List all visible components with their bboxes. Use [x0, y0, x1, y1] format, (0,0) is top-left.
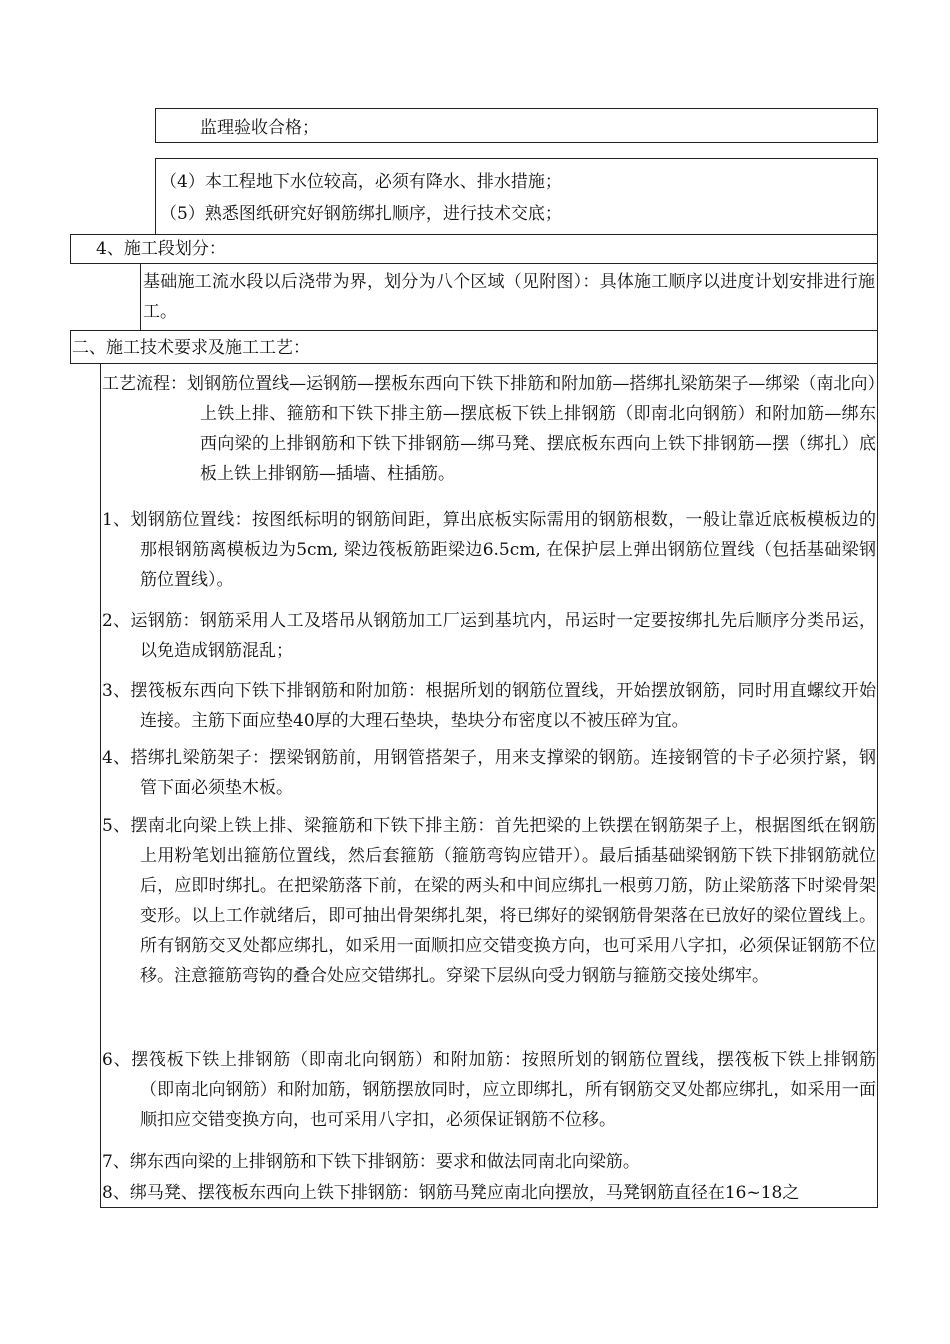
step-5: 5、摆南北向梁上铁上排、梁箍筋和下铁下排主筋：首先把梁的上铁摆在钢筋架子上，根据图纸在钢筋上用粉笔划出箍筋位置线，然后套箍筋（箍筋弯钩应错开）。最后插基础梁钢筋下铁下排钢筋就位后，应即时绑扎。在把梁筋落下前，在梁的两头和中间应绑扎一根剪刀筋，防止梁筋落下时梁骨架变形。以上工作就绪后，即可抽出骨架绑扎架，将已绑好的梁钢筋骨架落在已放好的梁位置线上。所有钢筋交叉处都应绑扎，如采用一面顺扣应交错变换方向，也可采用八字扣，必须保证钢筋不位移。注意箍筋弯钩的叠合处应交错绑扎。穿梁下层纵向受力钢筋与箍筋交接处绑牢。: [102, 816, 876, 986]
step-2: 2、运钢筋：钢筋采用人工及塔吊从钢筋加工厂运到基坑内，吊运时一定要按绑扎先后顺序分类吊运，以免造成钢筋混乱；: [102, 611, 876, 661]
text-line: （4）本工程地下水位较高，必须有降水、排水措施；: [160, 172, 562, 192]
step-1: 1、划钢筋位置线：按图纸标明的钢筋间距，算出底板实际需用的钢筋根数，一般让靠近底板模板边的那根钢筋离模板边为5cm, 梁边筏板筋距梁边6.5cm, 在保护层上弹出钢筋位置线（包括基础梁钢筋位置线）。: [102, 510, 876, 590]
section-title: 4、施工段划分：: [96, 239, 226, 259]
process-flow: 工艺流程：划钢筋位置线—运钢筋—摆板东西向下铁下排筋和附加筋—搭绑扎梁筋架子—绑梁（南北向）上铁上排、箍筋和下铁下排主筋—摆底板下铁上排钢筋（即南北向钢筋）和附加筋—绑东西向梁的上排钢筋和下铁下排钢筋—绑马凳、摆底板东西向上铁下排钢筋—摆（绑扎）底板上铁上排钢筋—插墙、柱插筋。: [102, 374, 876, 484]
step-4: 4、搭绑扎梁筋架子：摆梁钢筋前，用钢管搭架子，用来支撑梁的钢筋。连接钢管的卡子必须拧紧，钢管下面必须垫木板。: [102, 748, 876, 798]
section-body: 基础施工流水段以后浇带为界，划分为八个区域（见附图）：具体施工顺序以进度计划安排进行施工。: [143, 272, 875, 322]
part-title: 二、施工技术要求及施工工艺：: [72, 338, 310, 358]
step-7: 7、绑东西向梁的上排钢筋和下铁下排钢筋：要求和做法同南北向梁筋。: [102, 1152, 640, 1172]
text-line: （5）熟悉图纸研究好钢筋绑扎顺序，进行技术交底；: [160, 204, 562, 224]
step-3: 3、摆筏板东西向下铁下排钢筋和附加筋：根据所划的钢筋位置线，开始摆放钢筋，同时用直螺纹开始连接。主筋下面应垫40厚的大理石垫块，垫块分布密度以不被压碎为宜。: [102, 681, 876, 731]
step-8: 8、绑马凳、摆筏板东西向上铁下排钢筋：钢筋马凳应南北向摆放，马凳钢筋直径在16~18之: [102, 1183, 800, 1203]
text-line: 监理验收合格；: [200, 118, 319, 138]
step-6: 6、摆筏板下铁上排钢筋（即南北向钢筋）和附加筋：按照所划的钢筋位置线，摆筏板下铁上排钢筋（即南北向钢筋）和附加筋，钢筋摆放同时，应立即绑扎，所有钢筋交叉处都应绑扎，如采用一面顺扣应交错变换方向，也可采用八字扣，必须保证钢筋不位移。: [102, 1050, 876, 1130]
